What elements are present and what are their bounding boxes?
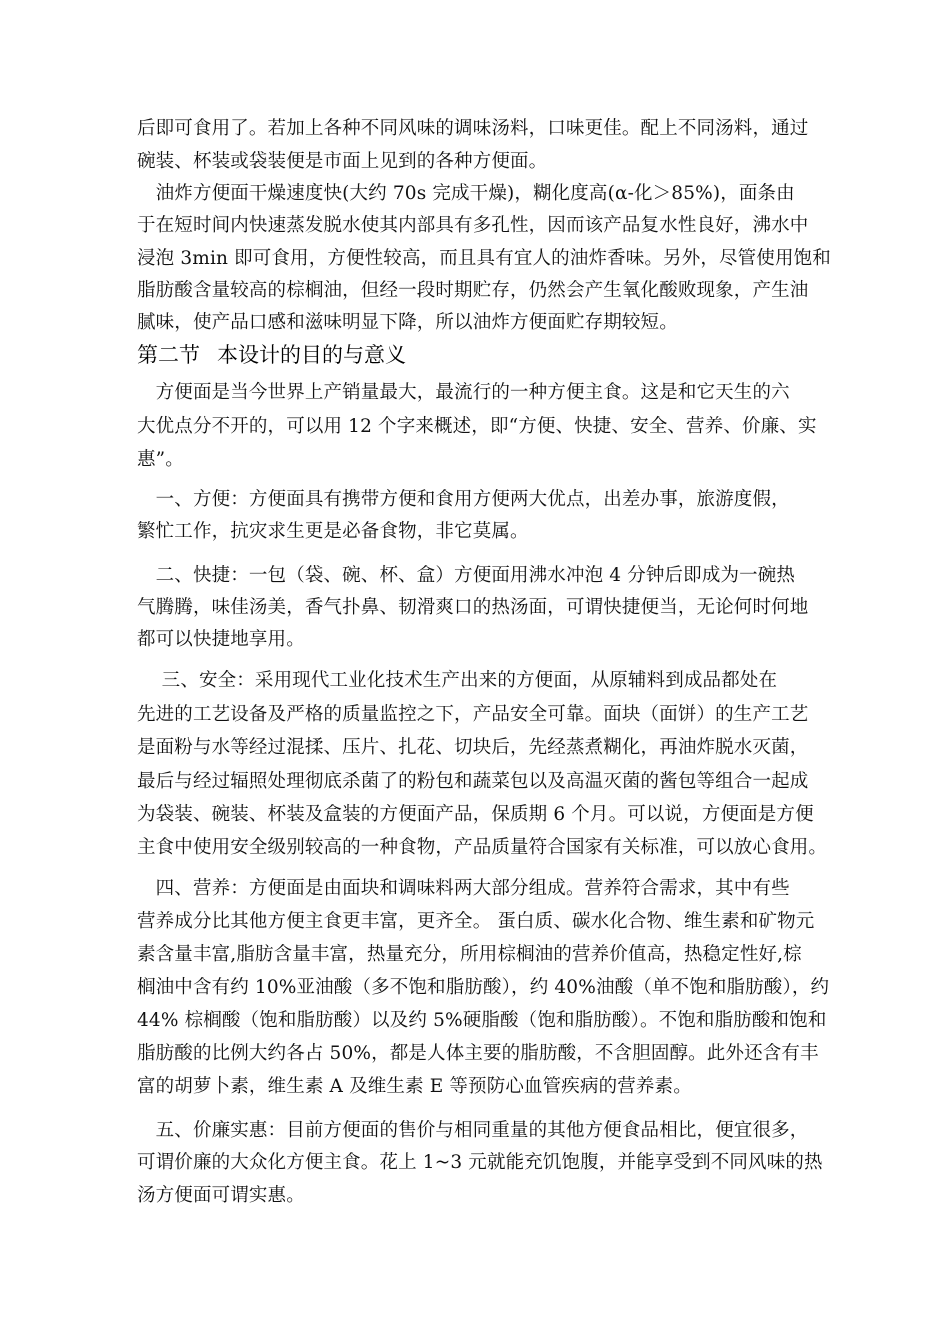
text-line: 最后与经过辐照处理彻底杀菌了的粉包和蔬菜包以及高温灭菌的酱包等组合一起成	[137, 771, 809, 792]
text-line: 大优点分不开的，可以用 12 个字来概述，即“方便、快捷、安全、营养、价廉、实	[137, 416, 817, 437]
text-line: 营养成分比其他方便主食更丰富，更齐全。 蛋白质、碳水化合物、维生素和矿物元	[137, 911, 815, 932]
text-line: 44% 棕榈酸（饱和脂肪酸）以及约 5%硬脂酸（饱和脂肪酸）。不饱和脂肪酸和饱和	[137, 1010, 827, 1031]
text-line: 是面粉与水等经过混揉、压片、扎花、切块后，先经蒸煮糊化，再油炸脱水灭菌，	[137, 737, 809, 758]
text-line: 五、价廉实惠：目前方便面的售价与相同重量的其他方便食品相比，便宜很多，	[137, 1120, 809, 1141]
text-line: 腻味，使产品口感和滋味明显下降，所以油炸方便面贮存期较短。	[137, 312, 678, 333]
section-heading	[137, 342, 406, 368]
text-line: 浸泡 3min 即可食用，方便性较高，而且具有宜人的油炸香味。另外，尽管使用饱和	[137, 248, 831, 269]
text-line: 主食中使用安全级别较高的一种食物，产品质量符合国家有关标准，可以放心食用。	[137, 837, 828, 858]
text-line: 汤方便面可谓实惠。	[137, 1185, 305, 1206]
text-line: 素含量丰富,脂肪含量丰富，热量充分，所用棕榈油的营养价值高，热稳定性好,棕	[137, 944, 802, 965]
text-line: 油炸方便面干燥速度快(大约 70s 完成干燥)，糊化度高(α-化＞85%)，面条由	[137, 183, 795, 204]
text-line: 可谓价廉的大众化方便主食。花上 1~3 元就能充饥饱腹，并能享受到不同风味的热	[137, 1152, 823, 1173]
text-line: 脂肪酸含量较高的棕榈油，但经一段时期贮存，仍然会产生氧化酸败现象，产生油	[137, 280, 809, 301]
text-line: 二、快捷：一包（袋、碗、杯、盒）方便面用沸水冲泡 4 分钟后即成为一碗热	[137, 565, 796, 586]
text-line: 后即可食用了。若加上各种不同风味的调味汤料，口味更佳。配上不同汤料，通过	[137, 118, 809, 139]
text-line: 都可以快捷地享用。	[137, 629, 305, 650]
text-line: 富的胡萝卜素，维生素 A 及维生素 E 等预防心血管疾病的营养素。	[137, 1076, 692, 1097]
text-line: 方便面是当今世界上产销量最大，最流行的一种方便主食。这是和它天生的六	[137, 382, 790, 403]
text-line: 为袋装、碗装、杯装及盒装的方便面产品，保质期 6 个月。可以说，方便面是方便	[137, 804, 814, 825]
text-line: 气腾腾，味佳汤美，香气扑鼻、韧滑爽口的热汤面，可谓快捷便当，无论何时何地	[137, 597, 809, 618]
text-line: 脂肪酸的比例大约各占 50%，都是人体主要的脂肪酸，不含胆固醇。此外还含有丰	[137, 1043, 819, 1064]
section-title: 本设计的目的与意义	[217, 343, 406, 367]
text-line: 一、方便：方便面具有携带方便和食用方便两大优点，出差办事，旅游度假，	[137, 489, 790, 510]
text-line: 于在短时间内快速蒸发脱水使其内部具有多孔性，因而该产品复水性良好，沸水中	[137, 215, 809, 236]
section-number: 第二节	[137, 343, 200, 367]
text-line: 四、营养：方便面是由面块和调味料两大部分组成。营养符合需求，其中有些	[137, 878, 790, 899]
text-line: 三、安全：采用现代工业化技术生产出来的方便面，从原辅料到成品都处在	[137, 670, 778, 691]
text-line: 繁忙工作，抗灾求生更是必备食物，非它莫属。	[137, 521, 529, 542]
text-line: 碗装、杯装或袋装便是市面上见到的各种方便面。	[137, 151, 548, 172]
text-line: 先进的工艺设备及严格的质量监控之下，产品安全可靠。面块（面饼）的生产工艺	[137, 704, 809, 725]
text-line: 惠”。	[137, 449, 184, 470]
text-line: 榈油中含有约 10%亚油酸（多不饱和脂肪酸），约 40%油酸（单不饱和脂肪酸），约	[137, 977, 830, 998]
